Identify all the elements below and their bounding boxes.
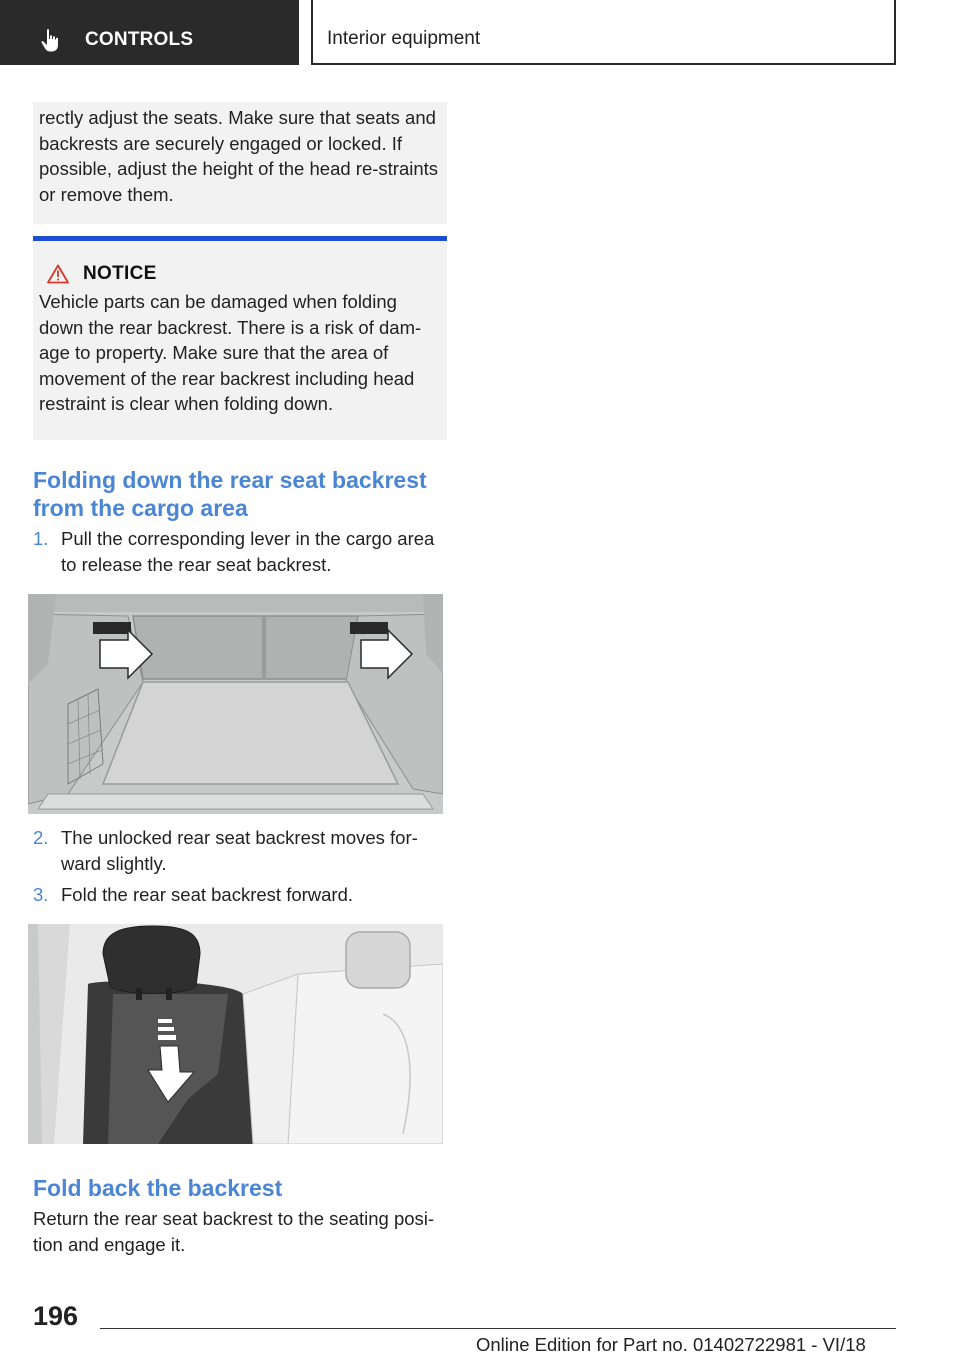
seat-backrest-illustration bbox=[28, 924, 443, 1144]
section2-text: Return the rear seat backrest to the seating posi-tion and engage it. bbox=[33, 1208, 435, 1255]
section-tab bbox=[0, 0, 299, 65]
step-text: The unlocked rear seat backrest moves for-ward slightly. bbox=[61, 827, 418, 874]
step-item bbox=[33, 526, 447, 577]
page-number: 196 bbox=[33, 1301, 79, 1331]
cargo-area-illustration bbox=[28, 594, 443, 814]
section-label: CONTROLS bbox=[85, 29, 194, 50]
footer-edition: Online Edition for Part no. 01402722981 - VI/18 bbox=[476, 1334, 866, 1355]
intro-paragraph: rectly adjust the seats. Make sure that seats and backrests are securely engaged or locked. If possible, adjust the height of the head re-straints or remove them. bbox=[39, 107, 439, 205]
step-text: Pull the corresponding lever in the cargo area to release the rear seat backrest. bbox=[61, 528, 435, 575]
step-number: 1. bbox=[33, 528, 49, 549]
section2-heading: Fold back the backrest bbox=[33, 1175, 283, 1201]
notice-box bbox=[33, 236, 447, 440]
step-number: 3. bbox=[33, 884, 49, 905]
hand-pointer-icon bbox=[40, 28, 62, 52]
notice-text: Vehicle parts can be damaged when folding down the rear backrest. There is a risk of dam-age to property. Make sure that the area of movement of the rear backrest including head restraint is clear when folding down. bbox=[39, 291, 422, 414]
steps-continued bbox=[33, 825, 447, 908]
notice-title: NOTICE bbox=[83, 263, 157, 284]
intro-box bbox=[33, 102, 447, 224]
footer-divider bbox=[100, 1328, 896, 1329]
chapter-title-box bbox=[311, 0, 896, 65]
step-number: 2. bbox=[33, 827, 49, 848]
section1-heading: Folding down the rear seat backrest from the cargo area bbox=[33, 467, 427, 521]
section2 bbox=[33, 1174, 447, 1257]
notice-header bbox=[39, 263, 441, 285]
section1 bbox=[33, 466, 447, 577]
warning-triangle-icon bbox=[47, 264, 69, 284]
step-item bbox=[33, 825, 447, 876]
step-text: Fold the rear seat backrest forward. bbox=[61, 884, 354, 905]
chapter-title: Interior equipment bbox=[327, 28, 481, 49]
step-item bbox=[33, 882, 447, 908]
